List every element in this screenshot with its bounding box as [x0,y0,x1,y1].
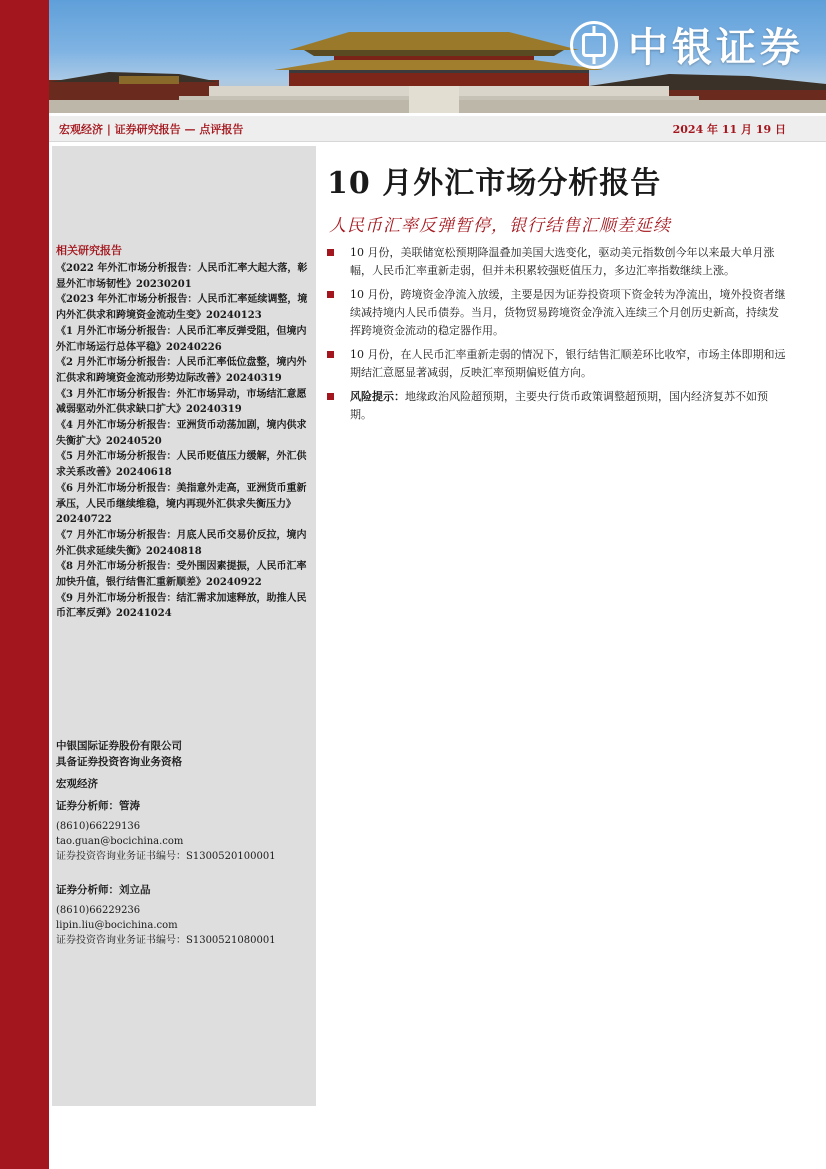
key-point-text: 地缘政治风险超预期，主要央行货币政策调整超预期，国内经济复苏不如预期。 [350,390,768,421]
related-report-item[interactable]: 《7 月外汇市场分析报告：月底人民币交易价反拉，境内外汇供求延续失衡》20240818 [56,529,307,557]
key-point [326,286,786,340]
key-point [326,346,786,382]
key-point [326,388,786,424]
analyst-cert: 证券投资咨询业务证书编号：S1300521080001 [56,935,276,946]
related-reports-title: 相关研究报告 [56,244,122,257]
related-reports-list [56,261,312,622]
related-report-item[interactable]: 《3 月外汇市场分析报告：外汇市场异动，市场结汇意愿减弱驱动外汇供求缺口扩大》20240319 [56,388,307,416]
bullet-square-icon [327,249,334,256]
bullet-square-icon [327,351,334,358]
related-report-item[interactable]: 《6 月外汇市场分析报告：美指意外走高，亚洲货币重新承压，人民币继续维稳，境内再现外汇供求失衡压力》20240722 [56,482,307,526]
bullet-square-icon [327,291,334,298]
related-report-item[interactable]: 《5 月外汇市场分析报告：人民币贬值压力缓解，外汇供求关系改善》20240618 [56,451,307,479]
bank-logo-icon [570,21,618,69]
related-report-item[interactable]: 《1 月外汇市场分析报告：人民币汇率反弹受阻，但境内外汇市场运行总体平稳》20240226 [56,325,307,353]
report-category: 宏观经济 | 证券研究报告 — 点评报告 [59,123,244,136]
related-report-item[interactable]: 《2 月外汇市场分析报告：人民币汇率低位盘整，境内外汇供求和跨境资金流动形势边际改善》20240319 [56,357,307,384]
header-banner [49,0,826,113]
analyst-phone: (8610)66229136 [56,821,141,832]
analyst-email[interactable]: lipin.liu@bocichina.com [56,920,178,931]
bullet-square-icon [327,393,334,400]
page-title: 10 月外汇市场分析报告 [327,166,662,201]
analyst-cert: 证券投资咨询业务证书编号：S1300520100001 [56,851,276,862]
analyst-block [56,882,312,948]
firm-info [56,738,312,770]
firm-name: 中银国际证券股份有限公司 [56,740,182,752]
key-point-text: 10 月份，在人民币汇率重新走弱的情况下，银行结售汇顺差环比收窄，市场主体即期和远期结汇意愿显著减弱，反映汇率预期偏贬值方向。 [350,348,786,379]
report-header-bar [49,116,826,142]
related-report-item[interactable]: 《9 月外汇市场分析报告：结汇需求加速释放，助推人民币汇率反弹》20241024 [56,592,307,620]
key-point [326,244,786,280]
key-point-text: 10 月份，美联储宽松预期降温叠加美国大选变化，驱动美元指数创今年以来最大单月涨幅，人民币汇率重新走弱，但并未积累较强贬值压力，多边汇率指数继续上涨。 [350,246,775,277]
sidebar [52,146,316,1106]
department: 宏观经济 [56,778,98,790]
related-report-item[interactable]: 《2023 年外汇市场分析报告：人民币汇率延续调整，境内外汇供求和跨境资金流动生变》20240123 [56,294,308,322]
left-accent-band [0,0,49,1169]
company-logo [570,16,804,73]
analyst-email[interactable]: tao.guan@bocichina.com [56,836,184,847]
related-report-item[interactable]: 《4 月外汇市场分析报告：亚洲货币动荡加剧，境内供求失衡扩大》20240520 [56,420,307,447]
report-date: 2024 年 11 月 19 日 [672,123,786,136]
related-report-item[interactable]: 《8 月外汇市场分析报告：受外围因素提振，人民币汇率加快升值，银行结售汇重新顺差》20240922 [56,561,307,589]
key-points-list [326,244,786,430]
risk-label: 风险提示： [350,390,405,403]
analyst-block [56,798,312,864]
analyst-phone: (8610)66229236 [56,905,141,916]
related-report-item[interactable]: 《2022 年外汇市场分析报告：人民币汇率大起大落，彰显外汇市场韧性》20230201 [56,263,308,290]
analyst-name: 证券分析师：管涛 [56,800,140,812]
analyst-name: 证券分析师：刘立品 [56,884,151,896]
firm-qualification: 具备证券投资咨询业务资格 [56,756,182,768]
key-point-text: 10 月份，跨境资金净流入放缓，主要是因为证券投资项下资金转为净流出，境外投资者继续减持境内人民币债券。当月，货物贸易跨境资金净流入连续三个月创历史新高，持续发挥跨境资金流动的稳定器作用。 [350,288,786,337]
page-subtitle: 人民币汇率反弹暂停，银行结售汇顺差延续 [329,216,671,236]
logo-text: 中银证券 [628,25,804,71]
